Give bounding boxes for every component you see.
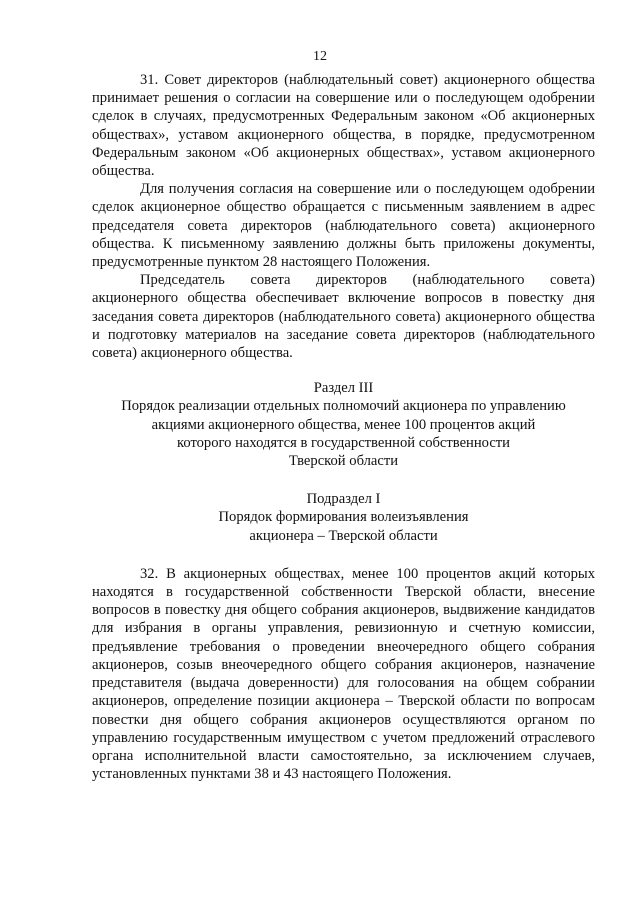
document-body	[92, 71, 595, 783]
paragraph-consent-request: Для получения согласия на совершение или о последующем одобрении сделок акционерное общество обращается с письменным заявлением в адрес председателя совета директоров (наблюдательного совета) акционерного общества. К письменному заявлению должны быть приложены документы, предусмотренные пунктом 28 настоящего Положения.	[92, 181, 595, 271]
section-title-line: Тверской области	[288, 453, 399, 470]
page-number: 12	[313, 49, 327, 64]
spacer	[92, 362, 595, 379]
section-title-line: Порядок реализации отдельных полномочий акционера по управлению	[121, 398, 566, 415]
section-title-line: которого находятся в государственной собственности	[176, 434, 510, 451]
subsection-title-line: акционера – Тверской области	[249, 527, 438, 544]
section-label: Раздел III	[313, 380, 374, 397]
subsection-heading	[92, 490, 595, 545]
spacer	[92, 545, 595, 565]
paragraph-chairman-duties: Председатель совета директоров (наблюдательного совета) акционерного общества обеспечивает включение вопросов в повестку дня заседания совета директоров (наблюдательного совета) акционерного общества и подготовку материалов на заседание совета директоров (наблюдательного совета) акционерного общества.	[92, 272, 595, 362]
spacer	[92, 470, 595, 490]
paragraph-32: 32. В акционерных обществах, менее 100 процентов акций которых находятся в государственной собственности Тверской области, внесение вопросов в повестку дня общего собрания акционеров, выдвижение кандидатов для избрания в органы управления, ревизионную и счетную комиссии, предъявление требования о проведении внеочередного общего собрания акционеров, созыв внеочередного общего собрания акционеров, назначение представителя (выдача доверенности) для голосования на общем собрании акционеров, определение позиции акционера – Тверской области по вопросам повестки дня общего собрания акционеров осуществляются органом по управлению государственным имуществом с учетом предложений отраслевого органа исполнительной власти самостоятельно, за исключением случаев, установленных пунктами 38 и 43 настоящего Положения.	[92, 565, 595, 783]
paragraph-31: 31. Совет директоров (наблюдательный совет) акционерного общества принимает решения о согласии на совершение или о последующем одобрении сделок в случаях, предусмотренных Федеральным законом «Об акционерных обществах», уставом акционерного общества, в порядке, предусмотренном Федеральным законом «Об акционерных обществах», уставом акционерного общества.	[92, 72, 595, 180]
section-title-line: акциями акционерного общества, менее 100 процентов акций	[151, 416, 536, 433]
section-heading	[92, 379, 595, 470]
subsection-title-line: Порядок формирования волеизъявления	[218, 509, 469, 526]
subsection-label: Подраздел I	[306, 491, 381, 508]
